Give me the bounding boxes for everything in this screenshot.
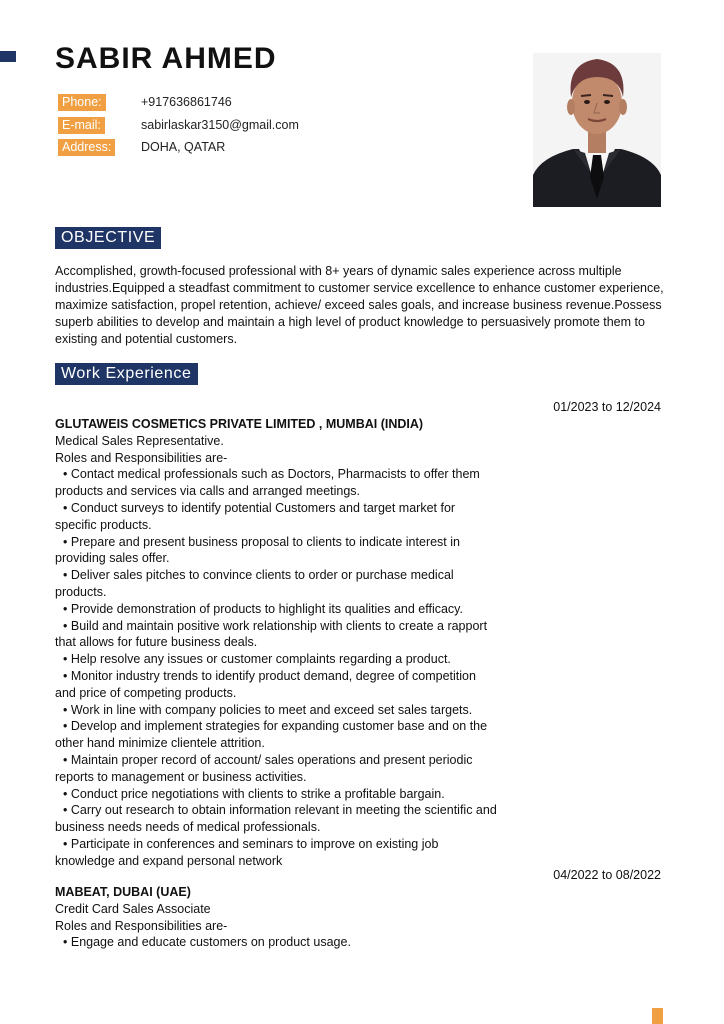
- job-1-company: GLUTAWEIS COSMETICS PRIVATE LIMITED , MUMBAI (INDIA): [55, 417, 424, 431]
- list-item: • Help resolve any issues or customer complaints regarding a product.: [55, 651, 500, 668]
- job-1-responsibilities: [55, 466, 500, 869]
- list-item: • Develop and implement strategies for expanding customer base and on the other hand minimize clientele attrition.: [55, 718, 500, 752]
- list-item: • Conduct price negotiations with clients to strike a profitable bargain.: [55, 786, 500, 803]
- address-value: DOHA, QATAR: [141, 140, 226, 154]
- list-item: • Maintain proper record of account/ sales operations and present periodic reports to management or business activities.: [55, 752, 500, 786]
- list-item: • Conduct surveys to identify potential Customers and target market for specific products.: [55, 500, 500, 534]
- job-2-responsibilities: [55, 934, 500, 951]
- job-2-company: MABEAT, DUBAI (UAE): [55, 885, 191, 899]
- list-item: • Prepare and present business proposal to clients to indicate interest in providing sales offer.: [55, 534, 500, 568]
- list-item: • Monitor industry trends to identify product demand, degree of competition and price of competing products.: [55, 668, 500, 702]
- email-label: E-mail:: [58, 117, 105, 134]
- phone-value: +917636861746: [141, 95, 232, 109]
- list-item: • Contact medical professionals such as Doctors, Pharmacists to offer them products and services via calls and arranged meetings.: [55, 466, 500, 500]
- candidate-name: SABIR AHMED: [55, 42, 277, 75]
- job-2-title: Credit Card Sales Associate: [55, 901, 211, 916]
- list-item: • Work in line with company policies to meet and exceed set sales targets.: [55, 702, 500, 719]
- job-1-dates: 01/2023 to 12/2024: [553, 400, 661, 414]
- job-2-roles-heading: Roles and Responsibilities are-: [55, 918, 228, 933]
- list-item: • Carry out research to obtain information relevant in meeting the scientific and business needs needs of medical professionals.: [55, 802, 500, 836]
- objective-text: Accomplished, growth-focused professional with 8+ years of dynamic sales experience across multiple industries.Equipped a steadfast commitment to customer service excellence to enhance customer experience, maximize satisfaction, propel retention, achieve/ exceed sales goals, and increase business revenue.Possess superb abilities to develop and maintain a high level of product knowledge to persuasively promote them to existing and potential customers.: [55, 264, 664, 346]
- job-1-roles-heading: Roles and Responsibilities are-: [55, 450, 228, 465]
- job-1-title: Medical Sales Representative.: [55, 433, 224, 448]
- list-item: • Build and maintain positive work relationship with clients to create a rapport that allows for future business deals.: [55, 618, 500, 652]
- address-label: Address:: [58, 139, 115, 156]
- job-1: [55, 416, 500, 870]
- objective-heading: OBJECTIVE: [55, 227, 161, 249]
- job-2: [55, 884, 500, 951]
- corner-accent-right: [652, 1008, 663, 1024]
- person-portrait-icon: [533, 53, 661, 207]
- corner-accent-left: [0, 51, 16, 62]
- list-item: • Provide demonstration of products to highlight its qualities and efficacy.: [55, 601, 500, 618]
- profile-photo: [533, 53, 661, 207]
- email-value: sabirlaskar3150@gmail.com: [141, 118, 299, 132]
- list-item: • Participate in conferences and seminars to improve on existing job knowledge and expand personal network: [55, 836, 500, 870]
- work-experience-heading: Work Experience: [55, 363, 198, 385]
- phone-label: Phone:: [58, 94, 106, 111]
- list-item: • Deliver sales pitches to convince clients to order or purchase medical products.: [55, 567, 500, 601]
- job-2-dates: 04/2022 to 08/2022: [553, 868, 661, 882]
- list-item: • Engage and educate customers on product usage.: [55, 934, 500, 951]
